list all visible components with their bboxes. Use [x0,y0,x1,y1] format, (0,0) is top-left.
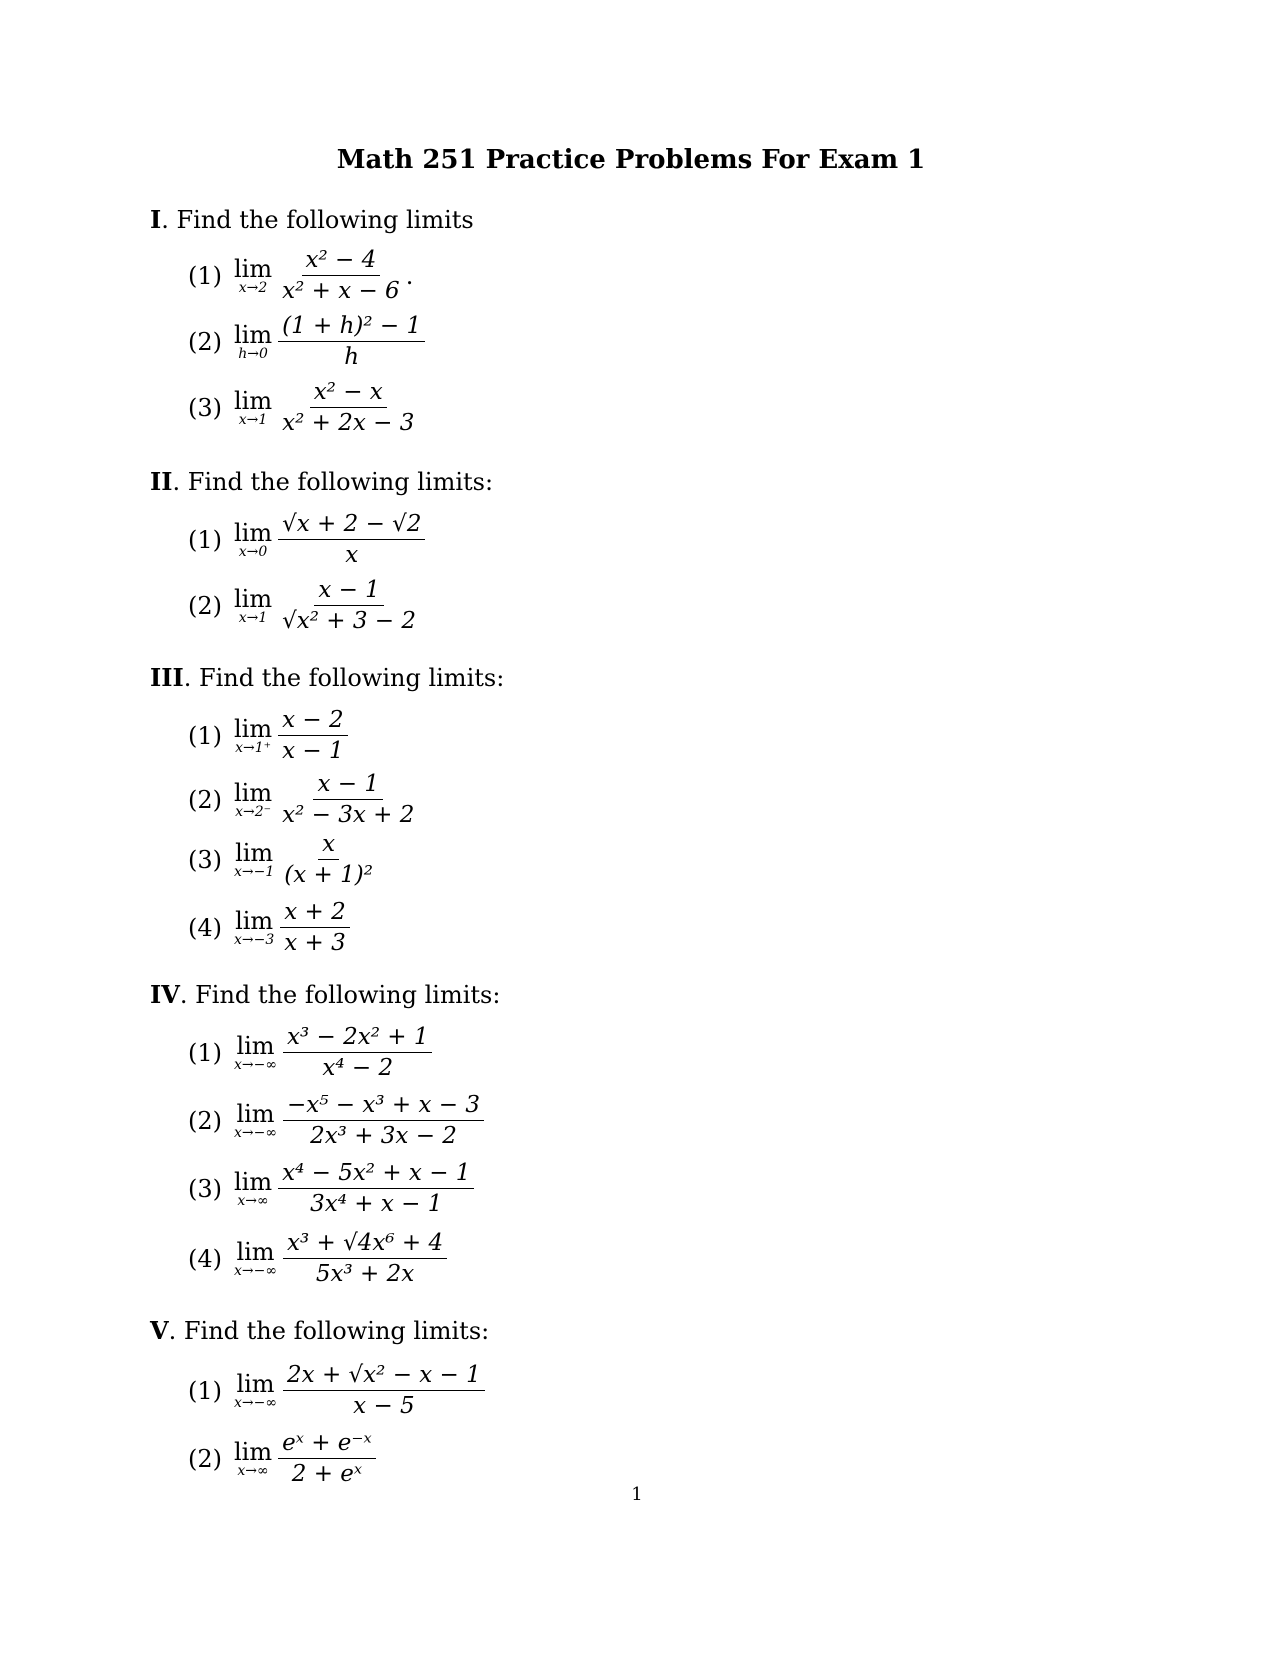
problem [188,1228,447,1289]
problem-label: (1) [188,1376,222,1405]
section-heading [150,1316,489,1346]
denominator: x [345,542,359,568]
section-numeral: I [150,205,162,234]
numerator: −x⁵ − x³ + x − 3 [283,1090,484,1121]
limit-operator: lim h→0 [234,320,273,362]
fraction [283,1022,432,1083]
problem [188,509,425,570]
limit-subscript: x→0 [238,543,268,560]
problem-label: (3) [188,1174,222,1203]
section-numeral: IV [150,980,180,1009]
limit-operator: lim x→2⁻ [234,778,273,820]
section-heading [150,467,493,497]
fraction [278,377,418,438]
problem-label: (1) [188,525,222,554]
numerator: x² − x [310,377,387,408]
denominator: x² + 2x − 3 [282,410,415,436]
problem [188,897,350,958]
denominator: x + 3 [284,930,346,956]
numerator: x − 1 [313,769,383,800]
section-heading-text: . Find the following limits: [168,1317,490,1345]
fraction [280,829,377,890]
section-heading-text: . Find the following limits: [183,664,505,692]
limit-operator: lim x→−3 [234,906,275,948]
fraction [283,1090,484,1151]
limit-subscript: x→1⁺ [235,739,272,756]
fraction [278,245,404,306]
limit-operator: lim x→−1 [234,838,275,880]
section-heading [150,205,474,235]
problem-label: (2) [188,327,222,356]
limit-operator: lim x→2 [234,254,273,296]
section-heading [150,980,500,1010]
problem-label: (1) [188,261,222,290]
fraction [283,1228,447,1289]
numerator: x³ − 2x² + 1 [283,1022,432,1053]
problem [188,705,348,766]
fraction [278,769,418,830]
section-numeral: III [150,663,184,692]
fraction [278,311,425,372]
section-5 [150,1316,490,1487]
problem [188,1090,484,1151]
trailing-period: . [405,261,414,290]
problem [188,245,413,306]
section-heading-text: . Find the following limits: [172,468,494,496]
limit-subscript: x→−∞ [234,1124,278,1141]
numerator: x + 2 [280,897,350,928]
limit-operator: lim x→∞ [234,1167,273,1209]
section-2 [150,467,494,634]
fraction [283,1360,485,1421]
denominator: 5x³ + 2x [315,1261,415,1287]
denominator: x² − 3x + 2 [282,802,415,828]
numerator: x [318,829,339,860]
section-heading-text: . Find the following limits [161,206,474,234]
problem-label: (2) [188,785,222,814]
problem-label: (4) [188,1244,222,1273]
denominator: h [344,344,360,370]
limit-subscript: x→−∞ [234,1262,278,1279]
section-numeral: II [150,467,173,496]
section-heading-text: . Find the following limits: [179,981,501,1009]
limit-subscript: x→2⁻ [235,803,272,820]
problem-label: (2) [188,591,222,620]
limit-operator: lim x→−∞ [234,1369,278,1411]
fraction [278,575,420,636]
problem-label: (1) [188,1038,222,1067]
denominator: √x² + 3 − 2 [282,608,417,634]
numerator: x³ + √4x⁶ + 4 [283,1228,447,1259]
denominator: 2 + eˣ [291,1461,363,1487]
limit-operator: lim x→1 [234,584,273,626]
problem-label: (3) [188,393,222,422]
section-3 [150,663,505,956]
problem-label: (3) [188,845,222,874]
numerator: x² − 4 [302,245,381,276]
problem-label: (2) [188,1444,222,1473]
problem-label: (4) [188,913,222,942]
limit-operator: lim x→0 [234,518,273,560]
denominator: x − 1 [282,738,344,764]
fraction [278,705,348,766]
section-numeral: V [150,1316,169,1345]
numerator: x − 1 [314,575,384,606]
limit-operator: lim x→−∞ [234,1099,278,1141]
page-number: 1 [631,1484,643,1505]
limit-subscript: x→−∞ [234,1394,278,1411]
limit-operator: lim x→1 [234,386,273,428]
denominator: (x + 1)² [284,862,373,888]
limit-operator: lim x→−∞ [234,1031,278,1073]
problem [188,829,377,890]
limit-subscript: x→−1 [234,863,275,880]
denominator: x⁴ − 2 [322,1055,394,1081]
denominator: 2x³ + 3x − 2 [310,1123,457,1149]
limit-operator: lim x→−∞ [234,1237,278,1279]
numerator: eˣ + e⁻ˣ [278,1428,376,1459]
fraction [278,1428,376,1489]
limit-subscript: x→−3 [234,931,275,948]
page-title: Math 251 Practice Problems For Exam 1 [336,145,926,175]
problem [188,311,425,372]
section-1 [150,205,474,436]
problem [188,769,418,830]
section-4 [150,980,501,1287]
limit-subscript: h→0 [238,345,268,362]
limit-operator: lim x→∞ [234,1437,273,1479]
problem-label: (1) [188,721,222,750]
problem [188,1022,432,1083]
problem [188,377,418,438]
numerator: √x + 2 − √2 [278,509,425,540]
limit-operator: lim x→1⁺ [234,714,273,756]
denominator: 3x⁴ + x − 1 [310,1191,443,1217]
limit-subscript: x→2 [238,279,268,296]
limit-subscript: x→∞ [237,1462,269,1479]
problem [188,1360,485,1421]
section-heading [150,663,504,693]
numerator: x⁴ − 5x² + x − 1 [278,1158,474,1189]
denominator: x² + x − 6 [282,278,400,304]
fraction [278,509,425,570]
limit-subscript: x→1 [238,609,268,626]
limit-subscript: x→1 [238,411,268,428]
fraction [280,897,350,958]
numerator: (1 + h)² − 1 [278,311,425,342]
fraction [278,1158,474,1219]
problem-label: (2) [188,1106,222,1135]
denominator: x − 5 [353,1393,415,1419]
limit-subscript: x→∞ [237,1192,269,1209]
limit-subscript: x→−∞ [234,1056,278,1073]
problem [188,575,420,636]
problem [188,1428,376,1489]
problem [188,1158,474,1219]
numerator: x − 2 [278,705,348,736]
numerator: 2x + √x² − x − 1 [283,1360,485,1391]
